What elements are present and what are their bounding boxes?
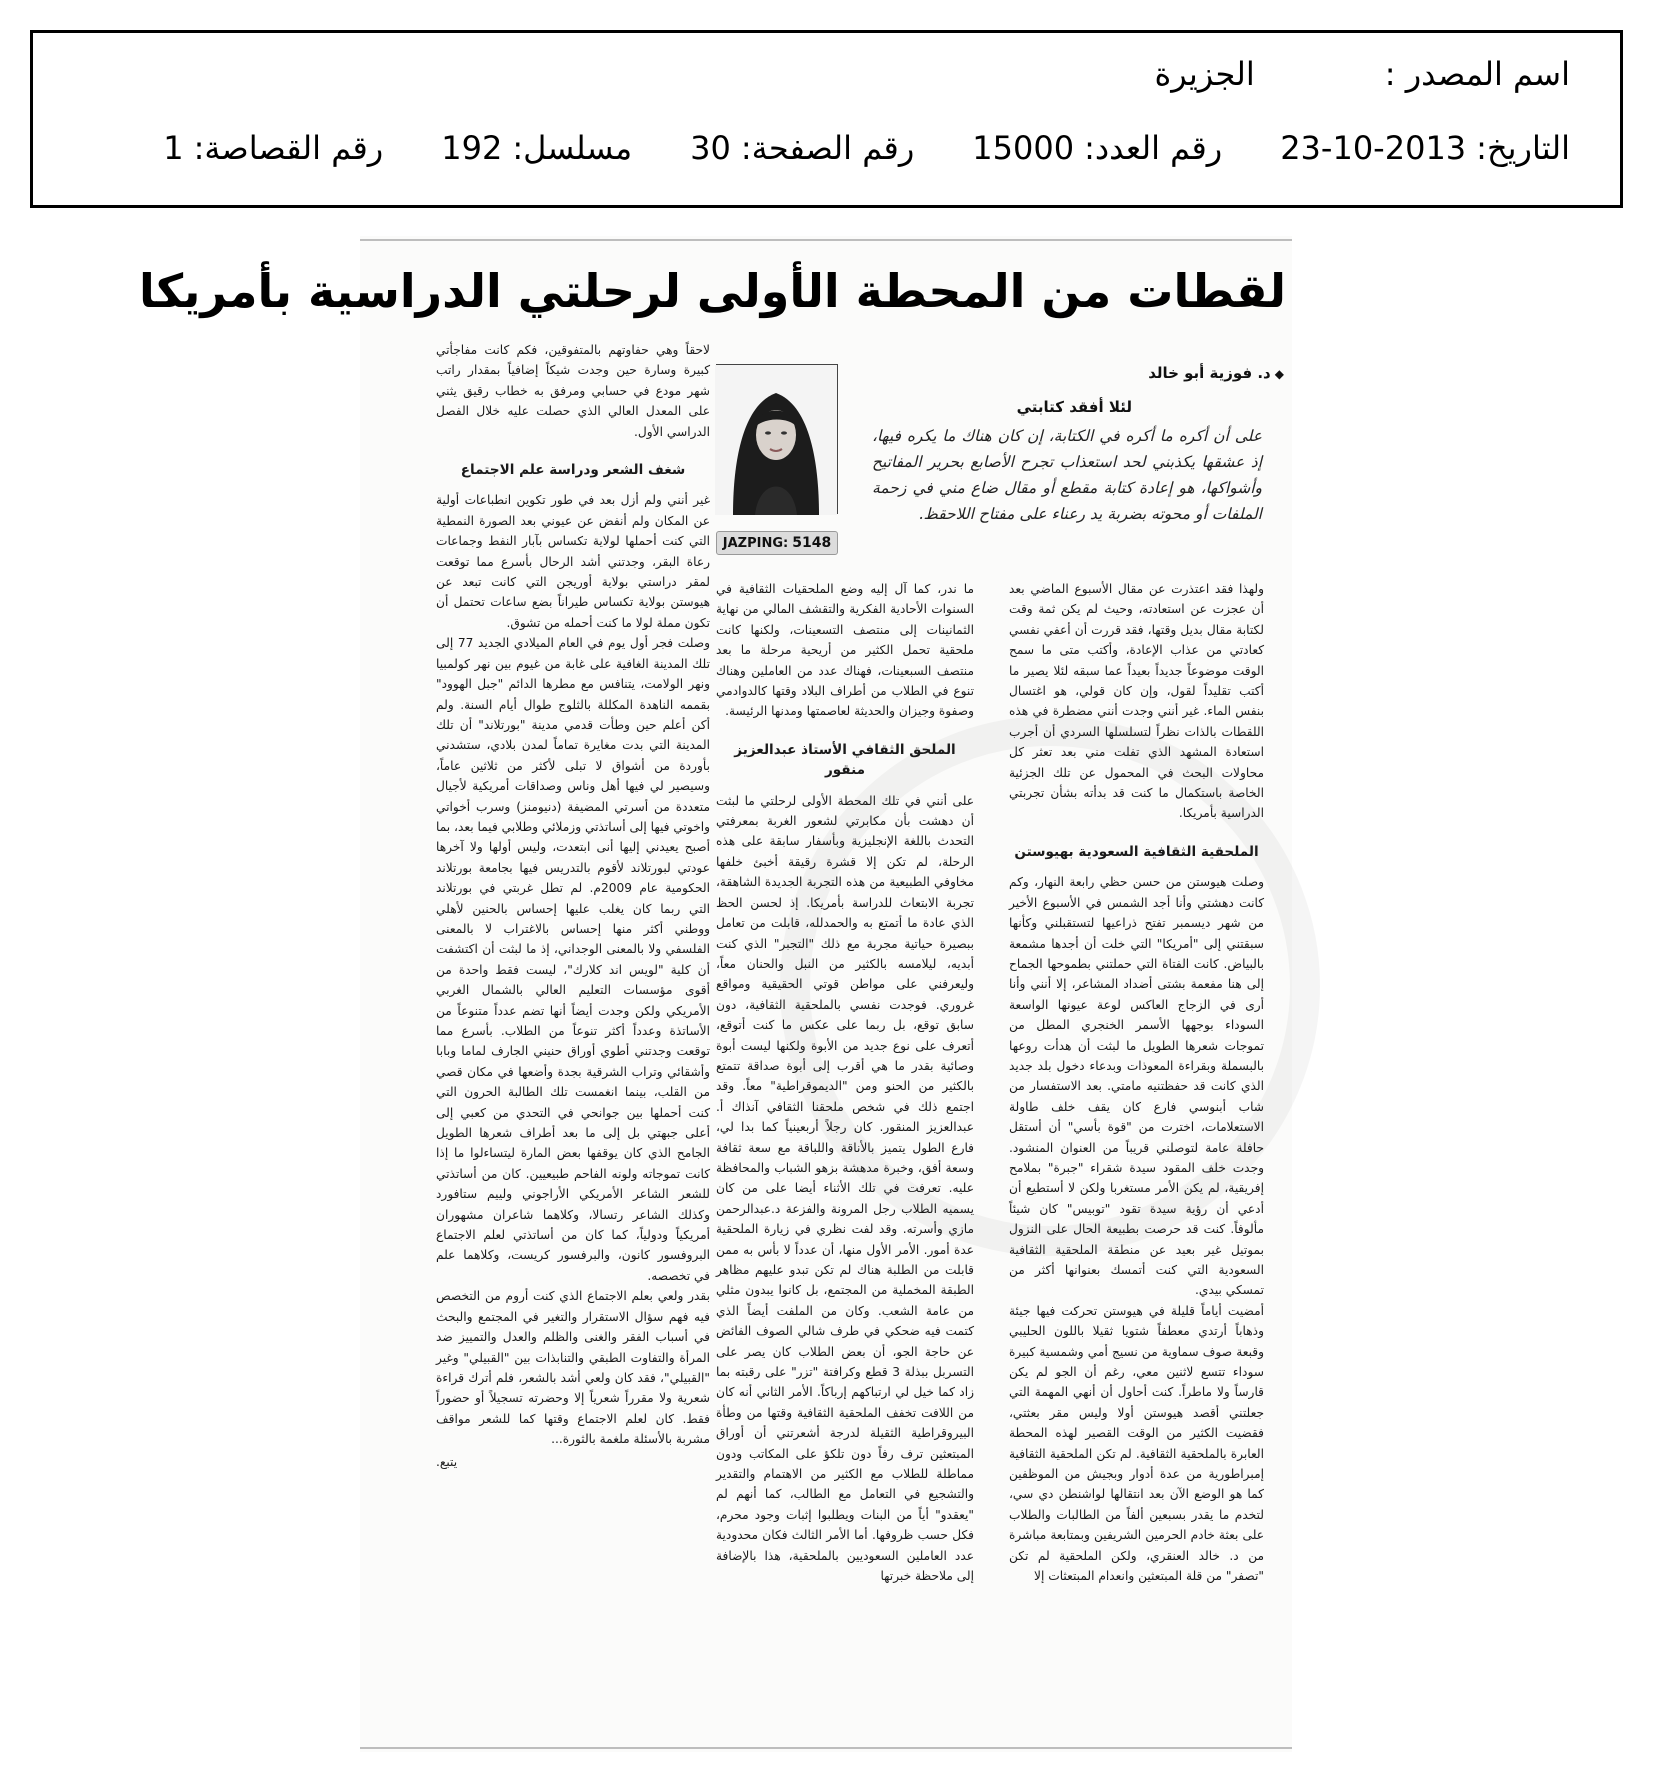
pull-quote: على أن أكره ما أكره في الكتابة، إن كان هناك ما يكره فيها، إذ عشقها يكذبني لحد استعذاب تجرح الأصابع بحرير المفاتيح وأشواكها، هو إعادة كتابة مقطع أو مقال ضاع مني في زحمة الملفات أو محوته بضربة يد رعناء على مفتاح اللاحقظ.	[872, 427, 1262, 523]
serial-value: 192	[441, 129, 503, 167]
paragraph: لاحقاً وهي حفاوتهم بالمتفوقين، فكم كانت مفاجأتي كبيرة وسارة حين وجدت شيكاً إضافياً بمقدار راتب شهر مودع في حسابي ومرفق به خطاب رقيق يثني على المعدل العالي الذي حصلت عليه خلال الفصل الدراسي الأول.	[436, 343, 710, 439]
bottom-rule	[360, 1747, 1292, 1749]
article-column-1	[1009, 579, 1264, 1729]
top-rule	[360, 239, 1292, 241]
section-heading: الملحقية الثقافية السعودية بهيوستن	[1014, 843, 1259, 860]
issue-value: 15000	[972, 129, 1075, 167]
serial-label: مسلسل:	[512, 129, 633, 167]
article-headline: لقطات من المحطة الأولى لرحلتي الدراسية بأمريكا	[139, 264, 1286, 318]
article-column-3	[436, 340, 710, 1730]
author-portrait-icon	[715, 365, 837, 515]
clip-number-value: 1	[163, 129, 184, 167]
details-line	[105, 129, 1570, 167]
issue-field	[972, 129, 1222, 167]
paragraph: ولهذا فقد اعتذرت عن مقال الأسبوع الماضي بعد أن عجزت عن استعادته، وحيث لم يكن ثمة وقت لكتابة مقال بديل وقتها، فقد قررت أن أعفي نفسي كعادتي من عذاب الإعادة، وأكتب متى ما سمح الوقت موضوعاً جديداً بعيداً عما سبقه لئلا يصير ما أكتب تقليداً لقول، وإن كان قولي، هو اغتسال بنفس الماء. غير أنني وجدت أنني مضطرة في هذه اللقطات بالذات نظراً لتسلسلها السردي أن أجرب استعادة المشهد الذي تفلت مني بعد تعثر كل محاولات البحث في المحمول عن تلك الجزئية الخاصة باستكمال ما كنت قد بدأته بشأن تجربتي الدراسية بأمريكا.	[1009, 582, 1264, 821]
page-field	[690, 129, 914, 167]
intro-subhead: لئلا أفقد كتابتي	[1016, 398, 1132, 416]
author-name: د. فوزية أبو خالد	[1148, 364, 1271, 382]
date-field	[1280, 129, 1570, 167]
page-label: رقم الصفحة:	[740, 129, 915, 167]
to-be-continued-note: يتبع.	[436, 1454, 458, 1469]
section-heading: شغف الشعر ودراسة علم الاجتماع	[460, 462, 686, 479]
clip-number-label: رقم القصاصة:	[193, 129, 384, 167]
serial-field	[441, 129, 632, 167]
source-value: الجزيرة	[1154, 55, 1255, 93]
newspaper-clipping	[139, 236, 1292, 1752]
paragraph: بقدر ولعي بعلم الاجتماع الذي كنت أروم من التخصص فيه فهم سؤال الاستقرار والتغير في المجتمع والبحث في أسباب الفقر والغنى والظلم والعدل والتمييز ضد المرأة والتفاوت الطبقي والتنابذات بين "القبيلي" وغير "القبيلي"، فقد كان ولعي أشد بالشعر، فلم أترك قراءة شعرية ولا مقرراً شعرياً إلا وحضرته تسجيلاً أو حضوراً فقط. كان لعلم الاجتماع وقتها كما للشعر مواقف مشربة بالأسئلة ملغمة بالثورة...	[436, 1289, 710, 1447]
clip-number-field	[163, 129, 383, 167]
section-heading: الملحق الثقافي الأستاذ عبدالعزيز منقور	[734, 741, 956, 779]
jazping-number: 5148	[792, 535, 832, 551]
paragraph: أمضيت أياماً قليلة في هيوستن تحركت فيها جيئة وذهاباً أرتدي معطفاً شتويا ثقيلا باللون الحليبي وقبعة صوف سماوية من نسيج أمي وشمسية كبيرة سوداء تتسع لاثنين معي، رغم أن الجو لم يكن قارساً ولا ماطراً. كنت أحاول أن أنهي المهمة التي جعلتني أقصد هيوستن أولا وليس مقر بعثتي، فقضيت الكثير من الوقت القصير لهذه المحطة العابرة بالملحقية الثقافية. لم تكن الملحقية الثقافية إمبراطورية من عدة أدوار وبجيش من الموظفين كما هو الوضع الآن بعد انتقالها لواشنطن دي سي، لتخدم ما يقدر بسبعين ألفاً من الطالبات والطلاب على بعثة خادم الحرمين الشريفين وبمتابعة مباشرة من د. خالد العنقري، ولكن الملحقية لم تكن "تصفر" من قلة المبتعثين وانعدام المبتعثات إلا	[1009, 1303, 1264, 1584]
author-byline	[1148, 364, 1284, 382]
jazping-label: JAZPING:	[722, 536, 789, 551]
page-value: 30	[690, 129, 731, 167]
author-photo	[716, 364, 838, 514]
paragraph: وصلت فجر أول يوم في العام الميلادي الجديد 77 إلى تلك المدينة الغافية على غابة من غيوم بين نهر كولمبيا ونهر الولامت، يتنافس مع مطرها الدائم "جبل الهوود" بقممه الناهدة المكللة بالثلوج طوال أيام السنة. ولم أكن أعلم حين وطأت قدمي مدينة "بورتلاند" أن تلك المدينة التي بدت مغايرة تماماً لمدن بلادي، ستشدني بأوردة من أشواق لا تبلى لأكثر من ثلاثين عاماً، وسيصير لي فيها أهل وناس وصداقات أمريكية لأجيال متعددة من أسرتي المضيفة (دنيومنز) وسرب أخواتي واخوتي فيها إلى أساتذتي وزملائي وطلابي فيما بعد، بما أصبح يعيدني إليها أنى ابتعدت، وليس أولها ولا آخرها عودتي لبورتلاند لأقوم بالتدريس فيها بجامعة بورتلاند الحكومية عام 2009م. لم تطل غربتي في بورتلاند التي ربما كان يغلب عليها إحساس بالحنين لأهلي ووطني أكثر منها إحساس بالاغتراب لا بالمعنى الفلسفي ولا بالمعنى الوجداني، إذ ما لبثت أن اكتشفت أن كلية "لويس اند كلارك"، ليست فقط واحدة من أقوى مؤسسات التعليم العالي بالشمال الغربي الأمريكي ولكن وجدت أيضاً أنها تضم عدداً متنوعاً من الأساتذة وعدداً أكثر تنوعاً من الطلاب. بأسرع مما توقعت وجدتني أطوي أوراق حنيني الجارف لماما وبابا وأشقائي وتراب الشرقية بجدة وأضعها في مكان قصي من القلب، بينما انغمست تلك الطالبة الحرون التي كنت أحملها بين جوانحي في التحدي من كعبي إلى أعلى جبهتي بل إلى ما بعد أطراف شعرها الطويل الجامح الذي كان يوقفها بعض المارة ليتساءلوا ما إذا كانت تموجاته ولونه الفاحم طبيعيين. كان من أساتذتي للشعر الشاعر الأمريكي الأراجوني ولييم ستافورد وكذلك الشاعر رتسالا، وكلاهما شاعران مشهوران أمريكياً ودولياً، كما كان من أساتذتي لعلم الاجتماع البروفسور كانون، والبرفسور كريست، وكلاهما علم في تخصصه.	[436, 636, 710, 1283]
jazping-badge	[716, 531, 838, 555]
paragraph: على أنني في تلك المحطة الأولى لرحلتي ما لبثت أن دهشت بأن مكابرتي لشعور الغربة بمعرفتي التحدث باللغة الإنجليزية وبأسفار سابقة على هذه الرحلة، لم تكن إلا قشرة رقيقة أخبئ خلفها مخاوفي الطبيعية من هذه التجربة الجديدة الشاهقة، تجربة الابتعاث للدراسة بأمريكا. إذ لحسن الحظ الذي عادة ما أتمتع به والحمدلله، قابلت من تعامل ببصيرة حياتية مجربة مع ذلك "التجبر" الذي كنت أبديه، ليلامسه بالكثير من النبل والحنان معاً، وليعرفني على مواطن قوتي الحقيقية ومواقع غروري. فوجدت نفسي بالملحقية الثقافية، دون سابق توقع، بل ربما على عكس ما كنت أتوقع، أتعرف على نوع جديد من الأبوة ولكنها ليست أبوة وصائية بقدر ما هي أقرب إلى أبوة صداقة تتمتع بالكثير من الحنو ومن "الديموقراطية" معاً. وقد اجتمع ذلك في شخص ملحقنا الثقافي آنذاك أ. عبدالعزيز المنقور. كان رجلاً أربعينياً كما بدا لي، فارع الطول يتميز بالأناقة واللباقة مع سعة ثقافة وسعة أفق، وخبرة مدهشة بزهو الشباب والمحافظة عليه. تعرفت في تلك الأثناء أيضا على من كان يسميه الطلاب رجل المرونة والفزعة د.عبدالرحمن مازي وأسرته. وقد لفت نظري في زيارة الملحقية عدة أمور. الأمر الأول منها، أن عدداً لا بأس به ممن قابلت من الطلبة هناك لم تكن تبدو عليهم مظاهر الطبقة المخملية من المجتمع، بل كانوا يبدون مثلي من عامة الشعب. وكان من الملفت أيضاً الذي كتمت فيه ضحكي في طرف شالي الصوف الفائض عن حاجة الجو، أن بعض الطلاب كان يصر على التسربل ببذلة 3 قطع وكرافتة "تزر" على رقبته بما زاد كما خيل لي ارتباكهم إرباكاً. الأمر الثاني أنه كان من اللافت تخفف الملحقية الثقافية وقتها من وطأة البيروقراطية الثقيلة لدرجة أشعرتني أن أوراق المبتعثين ترف رفاً دون تلكؤ على المكاتب ودون مماطلة للطلاب مع الكثير من الاهتمام والتقدير والتشجيع في التعامل مع الطالب، كما أنهم لم "يعقدو" أياً من البنات ويطلبوا إثبات وجود محرم، فكل حسب ظروفها. أما الأمر الثالث فكان محدودية عدد العاملين السعوديين بالملحقية، هذا بالإضافة إلى ملاحظة خبرتها	[716, 793, 974, 1584]
article-column-2	[716, 579, 974, 1729]
paragraph: ما ندر، كما آل إليه وضع الملحقيات الثقافية في السنوات الأحادية الفكرية والتقشف المالي من نهاية الثمانينات إلى منتصف التسعينات، ولكنها كانت ملحقية تحمل الكثير من أريحية مرحلة ما بعد منتصف السبعينات، فهناك عدد من العاملين وهناك تنوع في الطلاب من أطراف البلاد وقتها كالدوادمي وصفوة وجيزان والحديثة لعاصمتها ومدنها الرئيسة.	[716, 582, 974, 719]
paragraph: غير أنني ولم أزل بعد في طور تكوين انطباعات أولية عن المكان ولم أنفض عن عيوني بعد الصورة النمطية التي كنت أحملها لولاية تكساس بآبار النفط وجماعات رعاة البقر، وجدتني أشد الرحال بأسرع مما توقعت لمقر دراستي بولاية أوريجن التي كانت تبعد عن هيوستن بولاية تكساس طيراناً بضع ساعات تحتمل أن تكون مملة لولا ما كنت أحمله من تشوق.	[436, 493, 710, 630]
date-value: 2013-10-23	[1280, 129, 1467, 167]
source-label: اسم المصدر :	[1384, 55, 1570, 93]
date-label: التاريخ:	[1476, 129, 1570, 167]
issue-label: رقم العدد:	[1084, 129, 1223, 167]
diamond-bullet-icon: ◆	[1274, 367, 1284, 381]
paragraph: وصلت هيوستن من حسن حظي رابعة النهار، وكم كانت دهشتي وأنا أجد الشمس في الأسبوع الأخير من شهر ديسمبر تفتح ذراعيها لتستقبلني وكأنها سبقتني إلى "أمريكا" التي خلت أن أجدها مشمعة بالبياض. كانت الفتاة التي حملتني بطموحها الجماح إلى هنا مفعمة بشتى أضداد المشاعر، إلا أنني وأنا أرى في الزجاج العاكس لوعة عيونها الواسعة السوداء بوجهها الأسمر الخنجري المطل من تموجات شعرها الطويل ما لبثت أن هدأت روعها بالبسملة وبقراءة المعوذات وبدعاء دخول بلد جديد الذي كانت قد حفظتنيه مامتي. بعد الاستفسار من شاب أبنوسي فارع كان يقف خلف طاولة الاستعلامات، اخترت من "قوة بأسي" أن أستقل حافلة عامة لتوصلني قريباً من العنوان المنشود. وجدت خلف المقود سيدة شقراء "جبرة" بملامح إفريقية، لم يكن الأمر مستغربا ولكن لا أستطيع أن أدعي أن رؤية سيدة تقود "توبيس" كان شيئاً مألوفاً. كنت قد حرصت بطبيعة الحال على النزول بموتيل غير بعيد عن منطقة الملحقية الثقافية السعودية التي كنت أتمسك بعنوانها أكثر من تمسكي بيدي.	[1009, 875, 1264, 1298]
source-line	[1154, 55, 1570, 93]
clipping-metadata-box	[30, 30, 1623, 208]
